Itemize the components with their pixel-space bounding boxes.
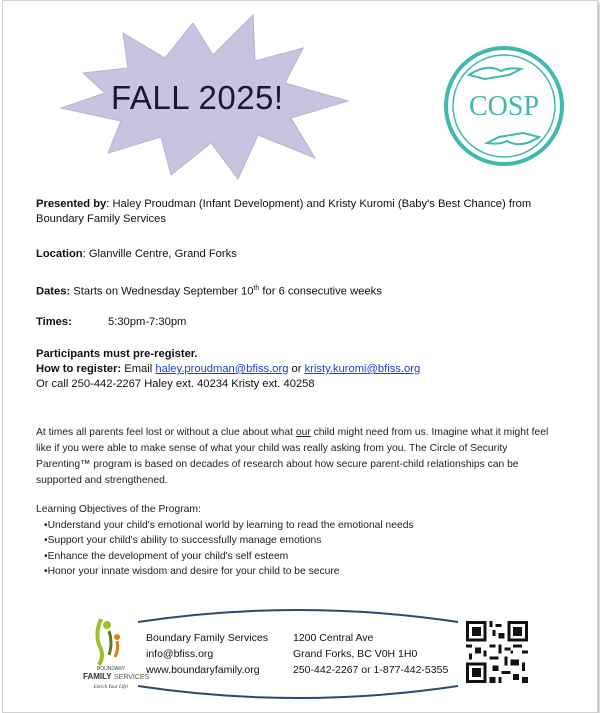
email-link-kristy[interactable]: kristy.kuromi@bfiss.org <box>304 363 421 375</box>
fall-title: FALL 2025! <box>111 79 284 116</box>
footer-org: Boundary Family Services <box>146 632 268 644</box>
bfs-logo-tagline: Enrich Your Life! <box>93 685 129 690</box>
description-paragraph <box>36 425 556 489</box>
presented-line1: : Haley Proudman (Infant Development) and Kristy Kuromi (Baby's Best Chance) from <box>106 198 532 210</box>
qr-code-icon <box>466 621 528 683</box>
presented-line2: Boundary Family Services <box>36 213 166 225</box>
objective-item: •Support your child's ability to successfully manage emotions <box>44 535 322 546</box>
register-must: Participants must pre-register. <box>36 348 198 360</box>
location-value: : Glanville Centre, Grand Forks <box>82 248 237 260</box>
footer-address2: Grand Forks, BC V0H 1H0 <box>293 648 418 660</box>
register-email-pre: Email <box>121 363 156 375</box>
dates-line <box>36 281 382 300</box>
times-line <box>36 315 186 330</box>
times-value: 5:30pm-7:30pm <box>108 316 187 328</box>
footer-address1: 1200 Central Ave <box>293 632 374 644</box>
footer-address-col <box>293 630 448 678</box>
times-label: Times: <box>36 316 72 328</box>
location-label: Location <box>36 248 83 260</box>
presented-label: Presented by <box>36 198 107 210</box>
objectives-heading: Learning Objectives of the Program: <box>36 504 201 515</box>
dates-value-post: for 6 consecutive weeks <box>259 285 382 298</box>
dates-value-pre: Starts on Wednesday September 10 <box>70 285 254 298</box>
paragraph-part2: child might need from us. Imagine what it might feel like if you were able to make sense of what your child was really asking from you. The Circle of Security Parenting™ program is based on decades of research about how secure parent-child relationships can be supported and strengthened. <box>36 427 549 486</box>
bottom-hand-icon <box>487 133 539 144</box>
presented-by-block <box>36 197 576 227</box>
cosp-logo <box>439 41 569 171</box>
paragraph-underlined: our <box>295 427 311 438</box>
footer-contact-col <box>146 630 268 678</box>
bfs-logo-word1: BOUNDARY <box>96 666 126 672</box>
cosp-logo-text: COSP <box>468 91 540 122</box>
objective-item: •Honor your innate wisdom and desire for your child to be secure <box>44 566 340 577</box>
flyer-page <box>2 0 598 713</box>
register-call: Or call 250-442-2267 Haley ext. 40234 Kristy ext. 40258 <box>36 378 315 390</box>
register-or: or <box>288 363 305 375</box>
objectives-list <box>36 502 414 580</box>
top-hand-icon <box>469 68 521 79</box>
email-link-haley[interactable]: haley.proudman@bfiss.org <box>155 363 289 375</box>
bfs-logo-word3: SERVICES <box>114 674 150 681</box>
objective-item: •Understand your child's emotional world by learning to read the emotional needs <box>44 519 414 531</box>
footer-phones: 250-442-2267 or 1-877-442-5355 <box>293 664 449 676</box>
location-line <box>36 247 237 262</box>
dates-sup: th <box>253 285 260 292</box>
paragraph-part1: At times all parents feel lost or without a clue about what <box>36 427 296 438</box>
bfs-logo-word2: FAMILY <box>83 672 112 681</box>
register-how-label: How to register: <box>36 363 122 375</box>
objective-item: •Enhance the development of your child's self esteem <box>44 550 289 562</box>
register-block <box>36 347 420 392</box>
footer-web: www.boundaryfamily.org <box>146 664 260 676</box>
footer-email: info@bfiss.org <box>146 648 214 660</box>
bfs-logo <box>81 615 150 691</box>
dates-label: Dates: <box>36 285 71 298</box>
